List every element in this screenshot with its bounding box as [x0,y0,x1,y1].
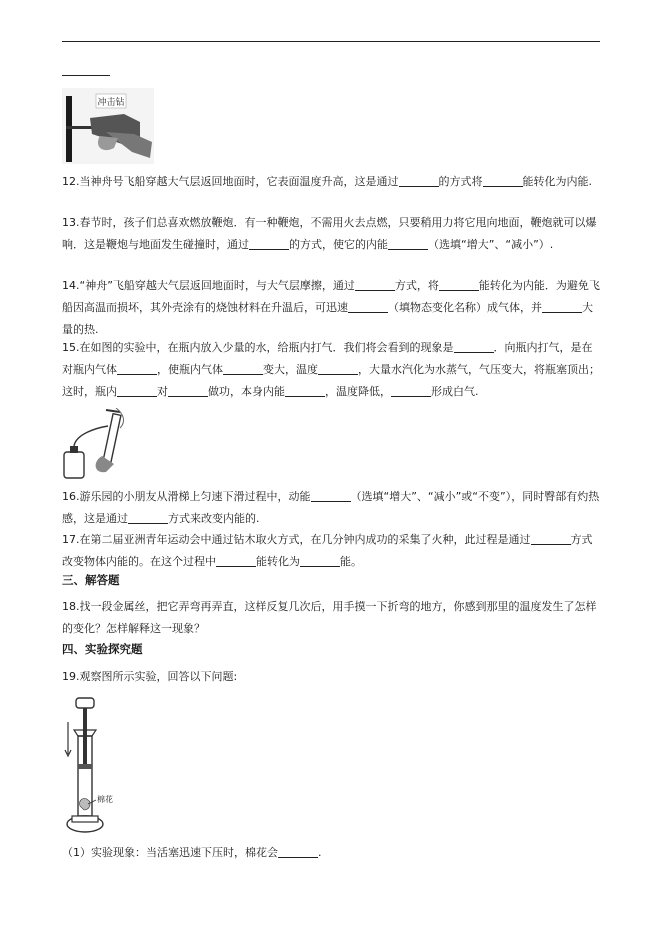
answer-blank[interactable] [355,278,395,291]
question-14: 14.“神舟”飞船穿越大气层返回地面时，与大气层摩擦，通过 方式，将 能转化为内能．为避免飞船因高温而损坏，其外壳涂有的烧蚀材料在升温后，可迅速 （填物态变化名称）成气体，并 大量的热. [62,279,600,336]
question-16: 16.游乐园的小朋友从滑梯上匀速下滑过程中，动能 （选填“增大”、“减小”或“不变”），同时臀部有灼热感，这是通过 方式来改变内能的. [62,490,600,525]
answer-blank[interactable] [542,300,582,313]
answer-blank[interactable] [117,362,157,375]
answer-blank[interactable] [388,237,428,250]
answer-blank[interactable] [439,278,479,291]
question-19-part-1: （1）实验现象：当活塞迅速下压时，棉花会 . [62,846,322,859]
answer-blank[interactable] [128,511,168,524]
section-heading-4: 四、实验探究题 [62,642,143,656]
answer-blank[interactable] [318,362,358,375]
question-12: 12.当神舟号飞船穿越大气层返回地面时，它表面温度升高，这是通过 的方式将 能转化为内能. [62,175,592,188]
question-17: 17.在第二届亚洲青年运动会中通过钻木取火方式，在几分钟内成功的采集了火种，此过程是通过 方式改变物体内能的。在这个过程中 能转化为 能。 [62,533,593,568]
answer-blank[interactable] [223,362,263,375]
answer-blank[interactable] [348,300,388,313]
bottle-pump-figure [62,408,132,480]
answer-blank[interactable] [531,532,571,545]
drill-label: 冲击钻 [97,98,125,108]
header-rule [62,41,600,42]
impact-drill-figure [62,88,154,164]
question-15: 15.在如图的实验中，在瓶内放入少量的水，给瓶内打气．我们将会看到的现象是 ．向瓶内打气，是在对瓶内气体 ，使瓶内气体 变大，温度 ，大量水汽化为水蒸气，气压变大，将瓶塞顶出；这时，瓶内 对 做功，本身内能 ，温度降低， 形成白气. [62,341,600,398]
question-13: 13.春节时，孩子们总喜欢燃放鞭炮．有一种鞭炮，不需用火去点燃，只要稍用力将它甩向地面，鞭炮就可以爆响．这是鞭炮与地面发生碰撞时，通过 的方式，使它的内能 （选填“增大”、“减小”）. [62,216,597,251]
question-18: 18.找一段金属丝，把它弄弯再弄直，这样反复几次后，用手摸一下折弯的地方，你感到那里的温度发生了怎样的变化？怎样解释这一现象？ [62,600,597,635]
answer-blank[interactable] [311,489,351,502]
answer-blank[interactable] [454,340,494,353]
answer-blank-fragment [62,75,110,76]
answer-blank[interactable] [278,845,318,858]
answer-blank[interactable] [285,384,325,397]
compression-cylinder-figure [62,696,126,838]
answer-blank[interactable] [168,384,208,397]
answer-blank[interactable] [399,174,439,187]
answer-blank[interactable] [117,384,157,397]
answer-blank[interactable] [391,384,431,397]
answer-blank[interactable] [216,554,256,567]
answer-blank[interactable] [300,554,340,567]
question-19: 19.观察图所示实验，回答以下问题: [62,670,238,683]
section-heading-3: 三、解答题 [62,573,120,587]
cotton-label: 棉花 [97,795,113,804]
answer-blank[interactable] [249,237,289,250]
answer-blank[interactable] [483,174,523,187]
